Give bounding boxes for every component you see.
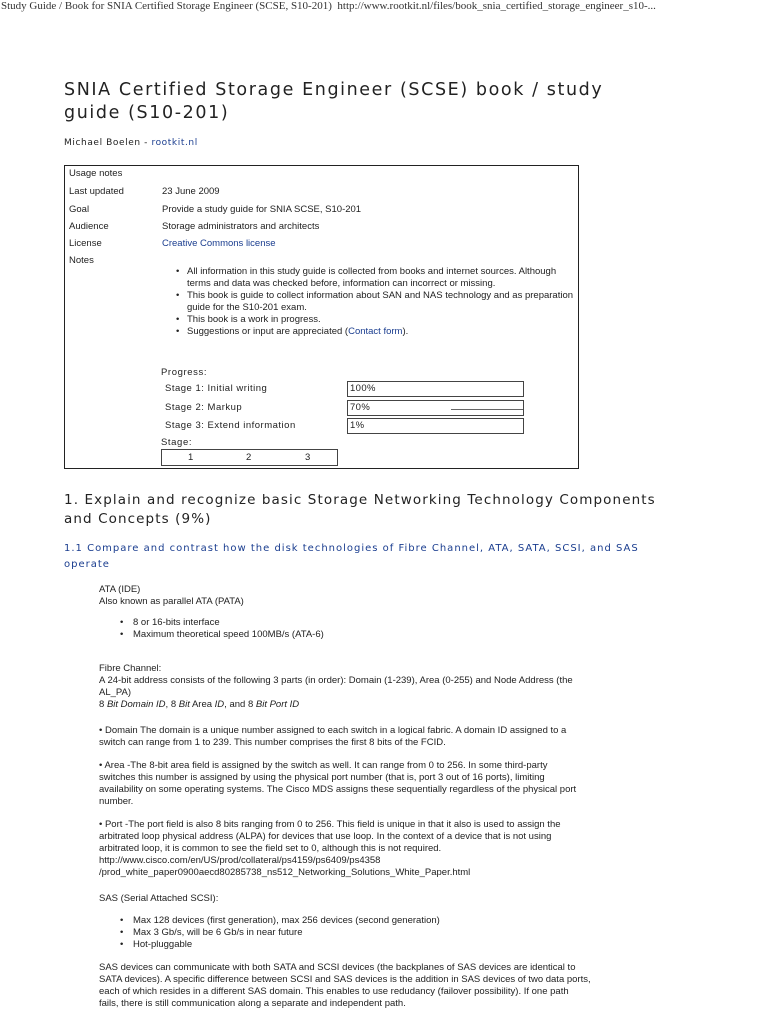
stage-2-percent: 70% bbox=[350, 402, 371, 413]
sas-paragraph bbox=[99, 962, 669, 1010]
list-item: • This book is a work in progress. bbox=[175, 314, 575, 326]
note-suffix: ). bbox=[402, 326, 409, 337]
usage-label-goal: Goal bbox=[69, 204, 90, 215]
text-line: switch can range from 1 to 239. This number comprises the first 8 bits of the FCID. bbox=[99, 737, 446, 748]
text-line: • Area -The 8-bit area field is assigned by the switch as well. It can range from 0 to 256. In some third-party bbox=[99, 760, 548, 771]
section-heading-line1: 1. Explain and recognize basic Storage Networking Technology Components bbox=[64, 492, 656, 508]
print-url: http://www.rootkit.nl/files/book_snia_certified_storage_engineer_s10-... bbox=[337, 0, 656, 12]
stage-3-name: Stage 3: Extend information bbox=[165, 420, 296, 431]
page-title bbox=[64, 79, 684, 125]
fc-port-paragraph bbox=[99, 819, 669, 879]
list-item: • This book is guide to collect information about SAN and NAS technology and as preparation guide for the S10-201 exam. bbox=[175, 290, 575, 314]
usage-label-last-updated: Last updated bbox=[69, 186, 124, 197]
stage-step-2: 2 bbox=[246, 452, 252, 463]
stage-label: Stage: bbox=[161, 437, 193, 448]
notes-list bbox=[175, 266, 575, 338]
text-line: /prod_white_paper0900aecd80285738_ns512_Networking_Solutions_White_Paper.html bbox=[99, 867, 471, 878]
usage-notes-box bbox=[64, 165, 579, 469]
note-prefix: Suggestions or input are appreciated ( bbox=[187, 326, 349, 337]
text-line: availability on some operating systems. The Cisco MDS assigns these sequentially regardless of the physical port bbox=[99, 784, 577, 795]
progress-label: Progress: bbox=[161, 367, 208, 378]
list-item bbox=[175, 326, 575, 338]
text-line: number. bbox=[99, 796, 134, 807]
list-item: • Hot-pluggable bbox=[120, 939, 680, 951]
subsection-heading-line1: 1.1 Compare and contrast how the disk technologies of Fibre Channel, ATA, SATA, SCSI, and SAS bbox=[64, 543, 639, 554]
stage-3-progress bbox=[347, 418, 524, 434]
stage-step-3: 3 bbox=[305, 452, 311, 463]
stage-steps bbox=[161, 449, 338, 466]
section-heading-line2: and Concepts (9%) bbox=[64, 511, 212, 527]
text-line: arbitrated loop, it is common to see the field set to 0, although this is not required. bbox=[99, 843, 442, 854]
list-item: • Max 128 devices (first generation), max 256 devices (second generation) bbox=[120, 915, 680, 927]
text-line: switches this number is assigned by using the physical port number (that is, port 3 out of 16 ports), limiting bbox=[99, 772, 545, 783]
list-item: • All information in this study guide is collected from books and internet sources. Although terms and data was checked before, information can incorrect or missing. bbox=[175, 266, 575, 290]
bits-sep2: , and 8 bbox=[224, 699, 256, 710]
fc-bits bbox=[99, 699, 669, 711]
text-line: SAS devices can communicate with both SATA and SCSI devices (the backplanes of SAS devices are identical to bbox=[99, 962, 576, 973]
stage-1-name: Stage 1: Initial writing bbox=[165, 383, 268, 394]
list-item: • 8 or 16-bits interface bbox=[120, 617, 680, 629]
list-item: • Max 3 Gb/s, will be 6 Gb/s in near future bbox=[120, 927, 680, 939]
usage-value-audience: Storage administrators and architects bbox=[162, 221, 320, 232]
ata-title: ATA (IDE) bbox=[99, 584, 141, 595]
print-title: Study Guide / Book for SNIA Certified Storage Engineer (SCSE, S10-201) bbox=[1, 0, 332, 12]
sas-bullets bbox=[120, 915, 680, 951]
bits-area-bit: Bit bbox=[178, 699, 190, 710]
fc-title: Fibre Channel: bbox=[99, 663, 162, 674]
sas-title: SAS (Serial Attached SCSI): bbox=[99, 893, 219, 904]
subsection-heading-line2: operate bbox=[64, 559, 110, 570]
usage-heading: Usage notes bbox=[69, 168, 123, 179]
stage-2-progress-marker bbox=[451, 409, 524, 410]
fc-desc-line2: AL_PA) bbox=[99, 687, 132, 698]
author-name: Michael Boelen - bbox=[64, 138, 152, 148]
usage-label-audience: Audience bbox=[69, 221, 109, 232]
ata-aka: Also known as parallel ATA (PATA) bbox=[99, 596, 244, 607]
bits-sep1: , 8 bbox=[165, 699, 179, 710]
fc-block bbox=[99, 663, 669, 711]
bits-id: ID bbox=[214, 699, 225, 710]
fc-domain-paragraph bbox=[99, 725, 669, 749]
stage-1-progress bbox=[347, 381, 524, 397]
usage-label-license: License bbox=[69, 238, 102, 249]
stage-step-1: 1 bbox=[188, 452, 194, 463]
author-line bbox=[64, 138, 198, 148]
text-line: fails, there is still communication along a separate and independent path. bbox=[99, 998, 406, 1009]
contact-form-link[interactable]: Contact form bbox=[348, 326, 403, 337]
text-line: http://www.cisco.com/en/US/prod/collateral/ps4159/ps6409/ps4358 bbox=[99, 855, 381, 866]
stage-2-progress bbox=[347, 400, 524, 416]
text-line: each of which resides in a different SAS domain. This enables to use redudancy (failover possibility). If one path bbox=[99, 986, 569, 997]
section-heading bbox=[64, 491, 724, 529]
bits-port: Bit Port ID bbox=[255, 699, 300, 710]
text-line: arbitrated loop physical address (ALPA) for devices that use loop. In the context of a device that is not using bbox=[99, 831, 552, 842]
bits-domain: Bit Domain ID bbox=[106, 699, 166, 710]
bits-area: Area bbox=[189, 699, 215, 710]
bits-prefix: 8 bbox=[99, 699, 107, 710]
usage-value-goal: Provide a study guide for SNIA SCSE, S10-201 bbox=[162, 204, 362, 215]
text-line: SATA devices). A specific difference between SCSI and SAS devices is the addition in SAS devices of two data ports, bbox=[99, 974, 591, 985]
ata-bullets bbox=[120, 617, 680, 641]
page-title-line1: SNIA Certified Storage Engineer (SCSE) book / study bbox=[64, 80, 604, 100]
usage-label-notes: Notes bbox=[69, 255, 94, 266]
fc-area-paragraph bbox=[99, 760, 669, 808]
stage-2-name: Stage 2: Markup bbox=[165, 402, 243, 413]
usage-value-last-updated: 23 June 2009 bbox=[162, 186, 220, 197]
print-header bbox=[0, 0, 768, 14]
author-link[interactable]: rootkit.nl bbox=[151, 138, 198, 148]
page-title-line2: guide (S10-201) bbox=[64, 103, 230, 123]
subsection-heading bbox=[64, 541, 724, 573]
fc-desc-line1: A 24-bit address consists of the following 3 parts (in order): Domain (1-239), Area (0-255) and Node Address (the bbox=[99, 675, 573, 686]
text-line: • Port -The port field is also 8 bits ranging from 0 to 256. This field is unique in that it also is used to assign the bbox=[99, 819, 561, 830]
stage-1-percent: 100% bbox=[350, 383, 376, 394]
text-line: • Domain The domain is a unique number assigned to each switch in a logical fabric. A domain ID assigned to a bbox=[99, 725, 567, 736]
ata-block bbox=[99, 584, 669, 608]
license-link[interactable]: Creative Commons license bbox=[162, 238, 276, 249]
list-item: • Maximum theoretical speed 100MB/s (ATA-6) bbox=[120, 629, 680, 641]
stage-3-percent: 1% bbox=[350, 420, 365, 431]
